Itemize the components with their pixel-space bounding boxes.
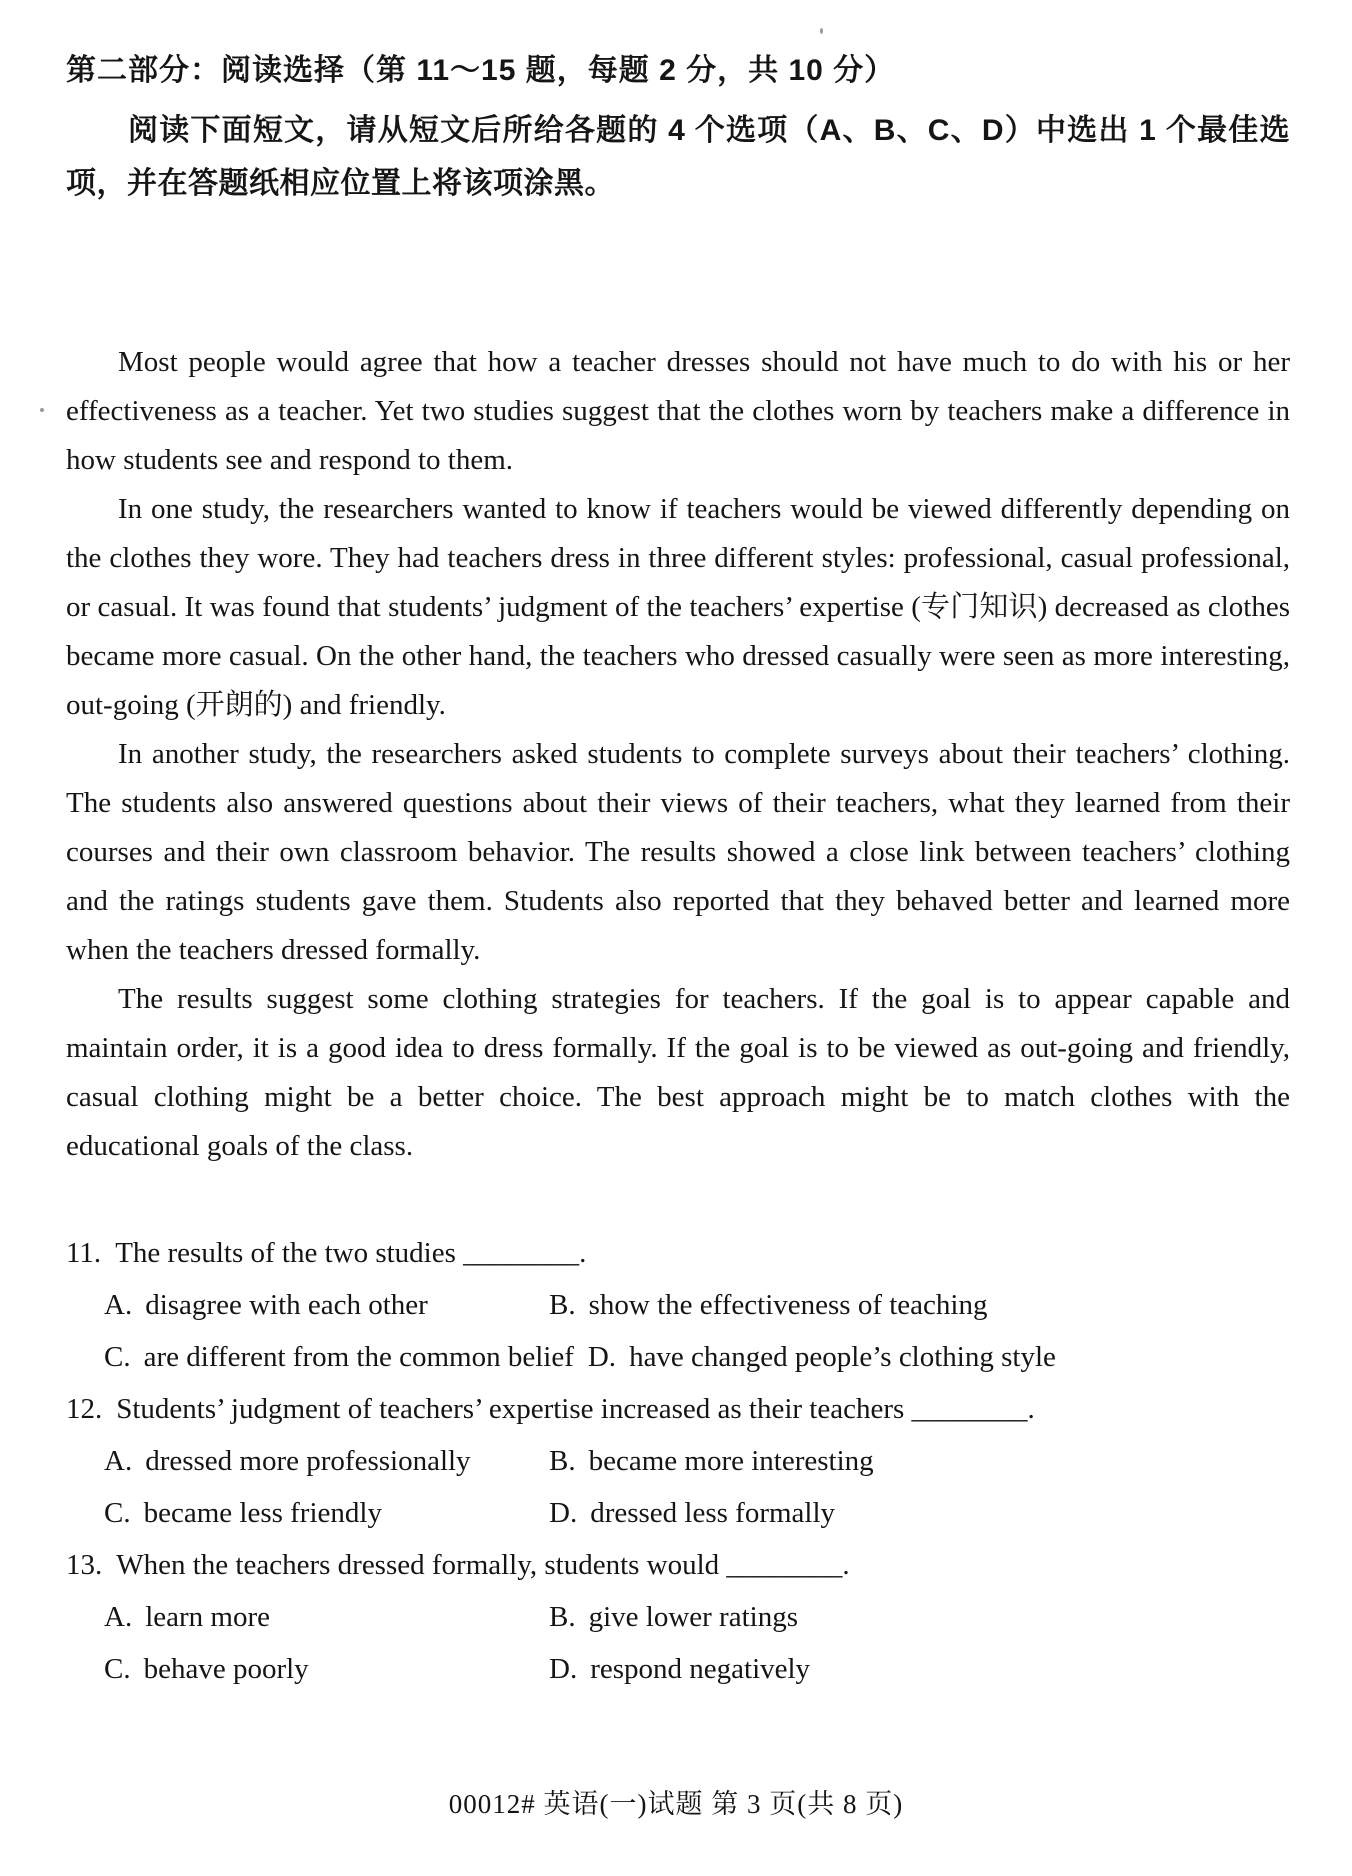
option-text: became more interesting [588,1445,874,1477]
question-13-option-b [549,1591,798,1643]
question-12-option-b [549,1435,874,1487]
question-number: 13. [66,1549,103,1581]
option-text: respond negatively [590,1653,811,1685]
option-label: D. [549,1497,578,1529]
question-12 [66,1383,1290,1539]
question-number: 12. [66,1393,103,1425]
option-text: behave poorly [143,1653,309,1685]
option-text: have changed people’s clothing style [629,1341,1056,1373]
section-heading: 第二部分：阅读选择（第 11～15 题，每题 2 分，共 10 分） [66,54,896,87]
question-13-options-row-1 [104,1591,1290,1643]
option-text: disagree with each other [145,1289,428,1321]
passage-paragraph-2: In one study, the researchers wanted to know if teachers would be viewed differently depending on the clothes they wore. They had teachers dress in three different styles: professional, casual professional, or casual. It was found that students’ judgment of the teachers’ expertise (专门知识) decreased as clothes became more casual. On the other hand, the teachers who dressed casually were seen as more interesting, out-going (开朗的) and friendly. [66,493,1290,721]
question-11-option-b [549,1279,987,1331]
reading-passage [66,338,1290,1171]
question-12-option-a [104,1435,549,1487]
questions-section [66,1227,1290,1695]
option-label: B. [549,1445,576,1477]
question-12-option-c [104,1487,549,1539]
question-11-options-row-1 [104,1279,1290,1331]
option-text: learn more [145,1601,270,1633]
question-13-options-row-2 [104,1643,1290,1695]
option-label: A. [104,1445,133,1477]
question-13-option-c [104,1643,549,1695]
question-11 [66,1227,1290,1383]
option-label: C. [104,1341,131,1373]
option-label: D. [549,1653,578,1685]
option-text: dressed more professionally [145,1445,471,1477]
question-text: The results of the two studies ________. [115,1237,587,1269]
option-text: give lower ratings [588,1601,798,1633]
question-13 [66,1539,1290,1695]
question-13-stem [66,1539,1290,1591]
question-12-options-row-1 [104,1435,1290,1487]
question-13-option-a [104,1591,549,1643]
option-text: became less friendly [143,1497,382,1529]
passage-paragraph-4: The results suggest some clothing strategies for teachers. If the goal is to appear capable and maintain order, it is a good idea to dress formally. If the goal is to be viewed as out-going and friendly, casual clothing might be a better choice. The best approach might be to match clothes with the educational goals of the class. [66,983,1290,1162]
question-12-stem [66,1383,1290,1435]
question-text: When the teachers dressed formally, students would ________. [116,1549,850,1581]
question-number: 11. [66,1237,102,1269]
question-11-stem [66,1227,1290,1279]
option-label: C. [104,1653,131,1685]
question-text: Students’ judgment of teachers’ expertise increased as their teachers ________. [116,1393,1035,1425]
option-text: are different from the common belief [143,1341,574,1373]
option-label: B. [549,1601,576,1633]
question-12-option-d [549,1487,835,1539]
passage-paragraph-1: Most people would agree that how a teacher dresses should not have much to do with his or her effectiveness as a teacher. Yet two studies suggest that the clothes worn by teachers make a difference in how students see and respond to them. [66,346,1290,476]
option-label: D. [587,1341,617,1373]
passage-paragraph-3: In another study, the researchers asked students to complete surveys about their teachers’ clothing. The students also answered questions about their views of their teachers, what they learned from their courses and their own classroom behavior. The results showed a close link between teachers’ clothing and the ratings students gave them. Students also reported that they behaved better and learned more when the teachers dressed formally. [66,738,1290,966]
scan-speck [40,408,44,412]
option-label: C. [104,1497,131,1529]
page-footer: 00012# 英语(一)试题 第 3 页(共 8 页) [448,1789,904,1819]
question-11-option-c [104,1331,588,1383]
question-13-option-d [549,1643,810,1695]
option-text: show the effectiveness of teaching [588,1289,988,1321]
section-instructions: 阅读下面短文，请从短文后所给各题的 4 个选项（A、B、C、D）中选出 1 个最佳选项，并在答题纸相应位置上将该项涂黑。 [66,114,1290,200]
question-11-option-a [104,1279,549,1331]
option-label: B. [549,1289,576,1321]
question-11-option-d [588,1331,1056,1383]
option-label: A. [104,1601,133,1633]
option-label: A. [104,1289,133,1321]
option-text: dressed less formally [590,1497,836,1529]
scan-speck [820,28,823,34]
question-11-options-row-2 [104,1331,1290,1383]
question-12-options-row-2 [104,1487,1290,1539]
